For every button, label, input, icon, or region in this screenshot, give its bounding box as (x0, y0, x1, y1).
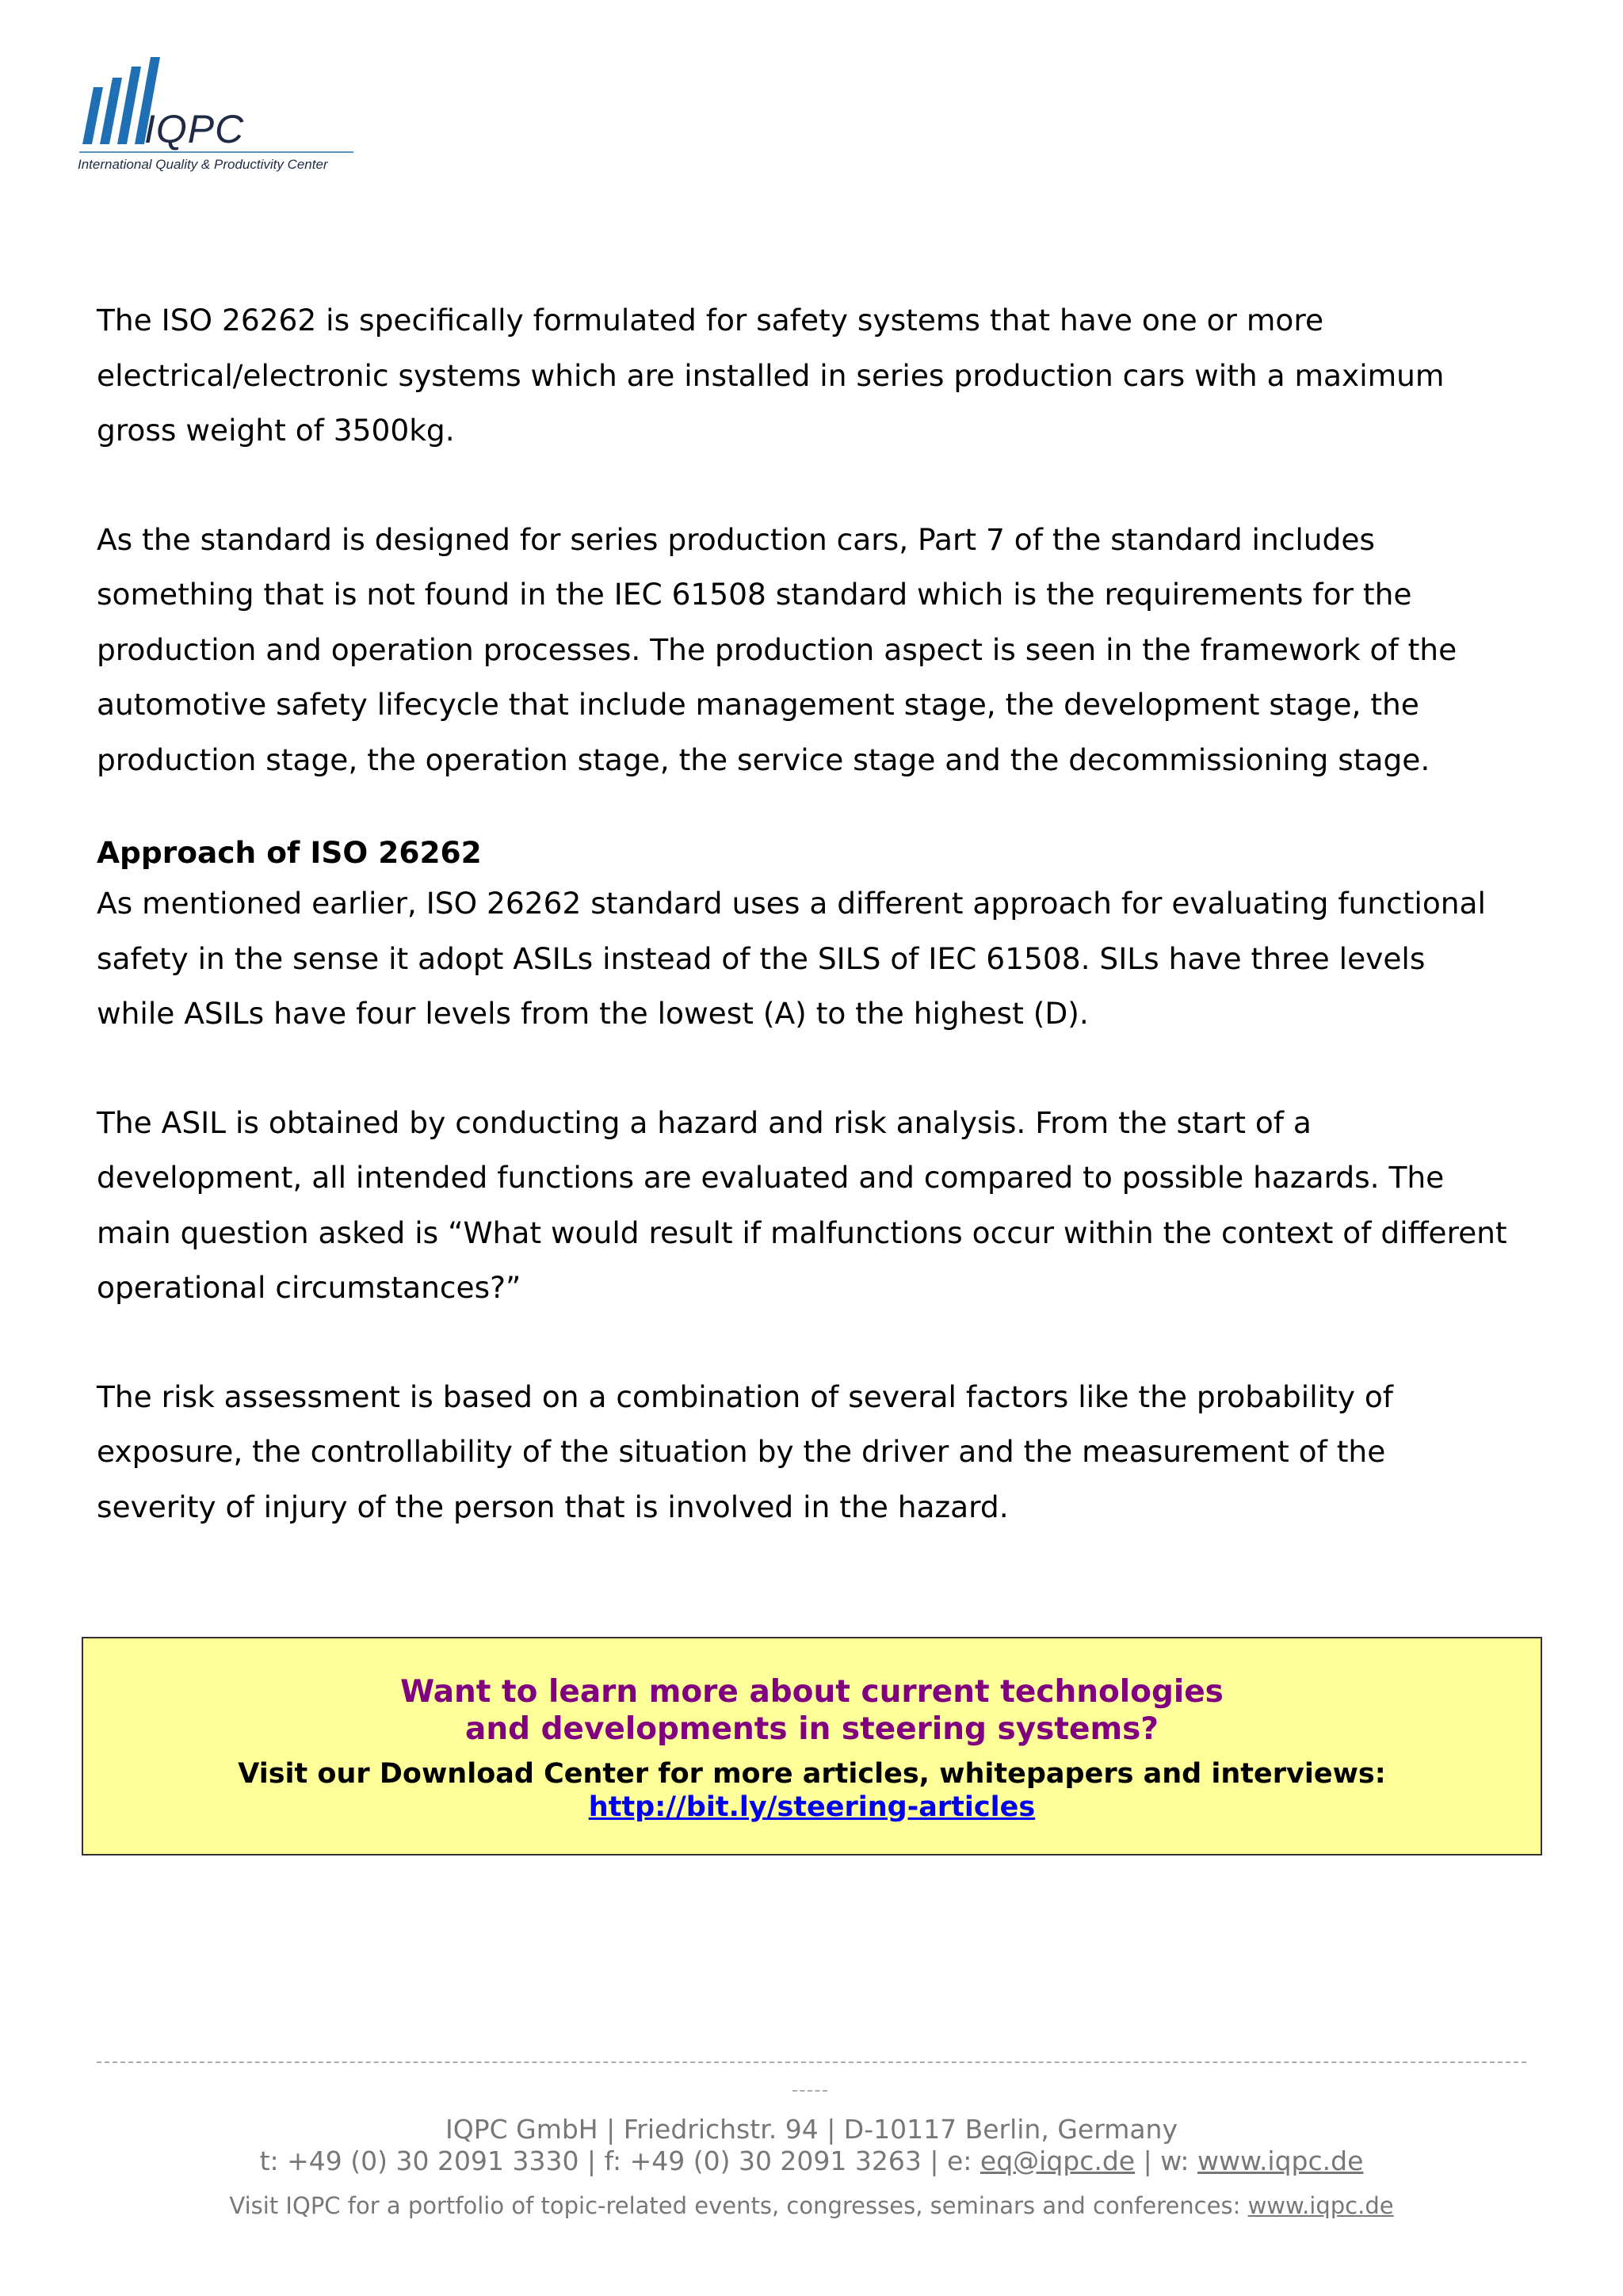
article-body (97, 293, 1547, 1535)
paragraph-scope: The ISO 26262 is specifically formulated for safety systems that have one or more electrical/electronic systems which are installed in series production cars with a maximum gross weight of 3500kg. (97, 303, 1445, 448)
paragraph-production: As the standard is designed for series production cars, Part 7 of the standard includes something that is not found in the IEC 61508 standard which is the requirements for the production and operation processes. The production aspect is seen in the framework of the automotive safety lifecycle that include management stage, the development stage, the production stage, the operation stage, the service stage and the decommissioning stage. (97, 521, 1457, 777)
download-center-callout (82, 1637, 1542, 1855)
callout-visit-text: Visit our Download Center for more articles, whitepapers and interviews: (238, 1758, 1386, 1790)
footer-visit-text: Visit IQPC for a portfolio of topic-related events, congresses, seminars and conferences: (229, 2192, 1248, 2219)
footer-contact (0, 2145, 1623, 2177)
section-heading: Approach of ISO 26262 (97, 835, 482, 870)
paragraph-hazard-analysis: The ASIL is obtained by conducting a hazard and risk analysis. From the start of a development, all intended functions are evaluated and compared to possible hazards. The main question asked is “What would result if malfunctions occur within the context of different operational circumstances?” (97, 1104, 1507, 1305)
iqpc-logo (76, 55, 361, 182)
steering-articles-link[interactable]: http://bit.ly/steering-articles (588, 1791, 1036, 1823)
footer-visit-link[interactable]: www.iqpc.de (1247, 2192, 1394, 2219)
paragraph-risk-assessment: The risk assessment is based on a combination of several factors like the probability of exposure, the controllability of the situation by the driver and the measurement of the severity of injury of the person that is involved in the hazard. (97, 1379, 1394, 1524)
callout-question: Want to learn more about current technologies and developments in steering systems? (400, 1674, 1224, 1747)
footer-divider-tail (792, 2090, 827, 2092)
footer-divider (97, 2061, 1526, 2063)
footer-visit (0, 2191, 1623, 2220)
footer-website-link[interactable]: www.iqpc.de (1197, 2145, 1364, 2176)
footer-web-label: | w: (1135, 2145, 1197, 2176)
paragraph-asil-approach: As mentioned earlier, ISO 26262 standard uses a different approach for evaluating functional safety in the sense it adopt ASILs instead of the SILS of IEC 61508. SILs have three levels while ASILs have four levels from the lowest (A) to the highest (D). (97, 886, 1486, 1031)
footer-phone-fax: t: +49 (0) 30 2091 3330 | f: +49 (0) 30 2091 3263 | e: (259, 2145, 980, 2176)
footer-address: IQPC GmbH | Friedrichstr. 94 | D-10117 Berlin, Germany (445, 2114, 1178, 2145)
footer-email-link[interactable]: eq@iqpc.de (980, 2145, 1136, 2176)
logo-tagline: International Quality & Productivity Center (78, 157, 328, 172)
logo-brand: IQPC (144, 107, 245, 151)
